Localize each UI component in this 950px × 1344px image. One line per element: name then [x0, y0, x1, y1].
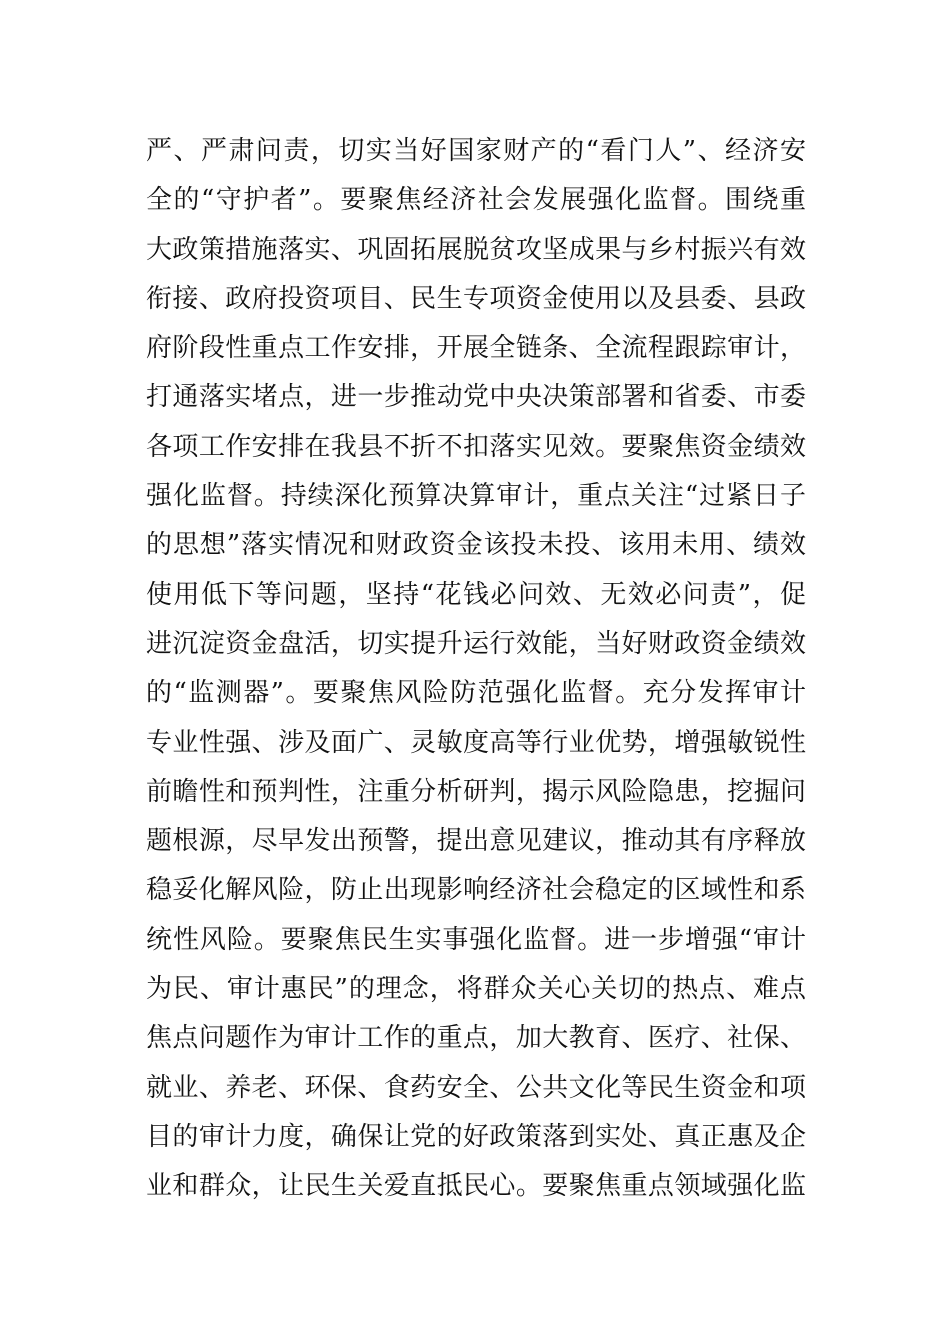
- text-line: 稳妥化解风险，防止出现影响经济社会稳定的区域性和系: [146, 875, 806, 906]
- text-line: 专业性强、涉及面广、灵敏度高等行业优势，增强敏锐性: [146, 727, 806, 758]
- text-line: 进沉淀资金盘活，切实提升运行效能，当好财政资金绩效: [146, 628, 806, 659]
- text-line: 衔接、政府投资项目、民生专项资金使用以及县委、县政: [146, 283, 806, 314]
- text-line: 目的审计力度，确保让党的好政策落到实处、真正惠及企: [146, 1121, 806, 1152]
- text-line: 前瞻性和预判性，注重分析研判，揭示风险隐患，挖掘问: [146, 776, 806, 807]
- text-line: 的“监测器”。要聚焦风险防范强化监督。充分发挥审计: [146, 678, 806, 709]
- text-line: 就业、养老、环保、食药安全、公共文化等民生资金和项: [146, 1072, 806, 1103]
- text-line: 强化监督。持续深化预算决算审计，重点关注“过紧日子: [146, 481, 806, 512]
- text-line: 府阶段性重点工作安排，开展全链条、全流程跟踪审计，: [146, 333, 806, 364]
- text-line: 使用低下等问题，坚持“花钱必问效、无效必问责”，促: [146, 579, 806, 610]
- body-text: [146, 127, 806, 1212]
- text-line: 统性风险。要聚焦民生实事强化监督。进一步增强“审计: [146, 924, 806, 955]
- text-line: 业和群众，让民生关爱直抵民心。要聚焦重点领域强化监: [146, 1171, 806, 1202]
- text-line: 的思想”落实情况和财政资金该投未投、该用未用、绩效: [146, 530, 806, 561]
- text-line: 为民、审计惠民”的理念，将群众关心关切的热点、难点: [146, 974, 806, 1005]
- text-line: 题根源，尽早发出预警，提出意见建议，推动其有序释放: [146, 826, 806, 857]
- text-line: 严、严肃问责，切实当好国家财产的“看门人”、经济安: [146, 136, 806, 166]
- text-line: 焦点问题作为审计工作的重点，加大教育、医疗、社保、: [146, 1023, 806, 1054]
- text-line: 各项工作安排在我县不折不扣落实见效。要聚焦资金绩效: [146, 431, 806, 462]
- text-line: 打通落实堵点，进一步推动党中央决策部署和省委、市委: [146, 382, 806, 413]
- text-line: 大政策措施落实、巩固拓展脱贫攻坚成果与乡村振兴有效: [146, 234, 806, 265]
- text-line: 全的“守护者”。要聚焦经济社会发展强化监督。围绕重: [146, 185, 806, 216]
